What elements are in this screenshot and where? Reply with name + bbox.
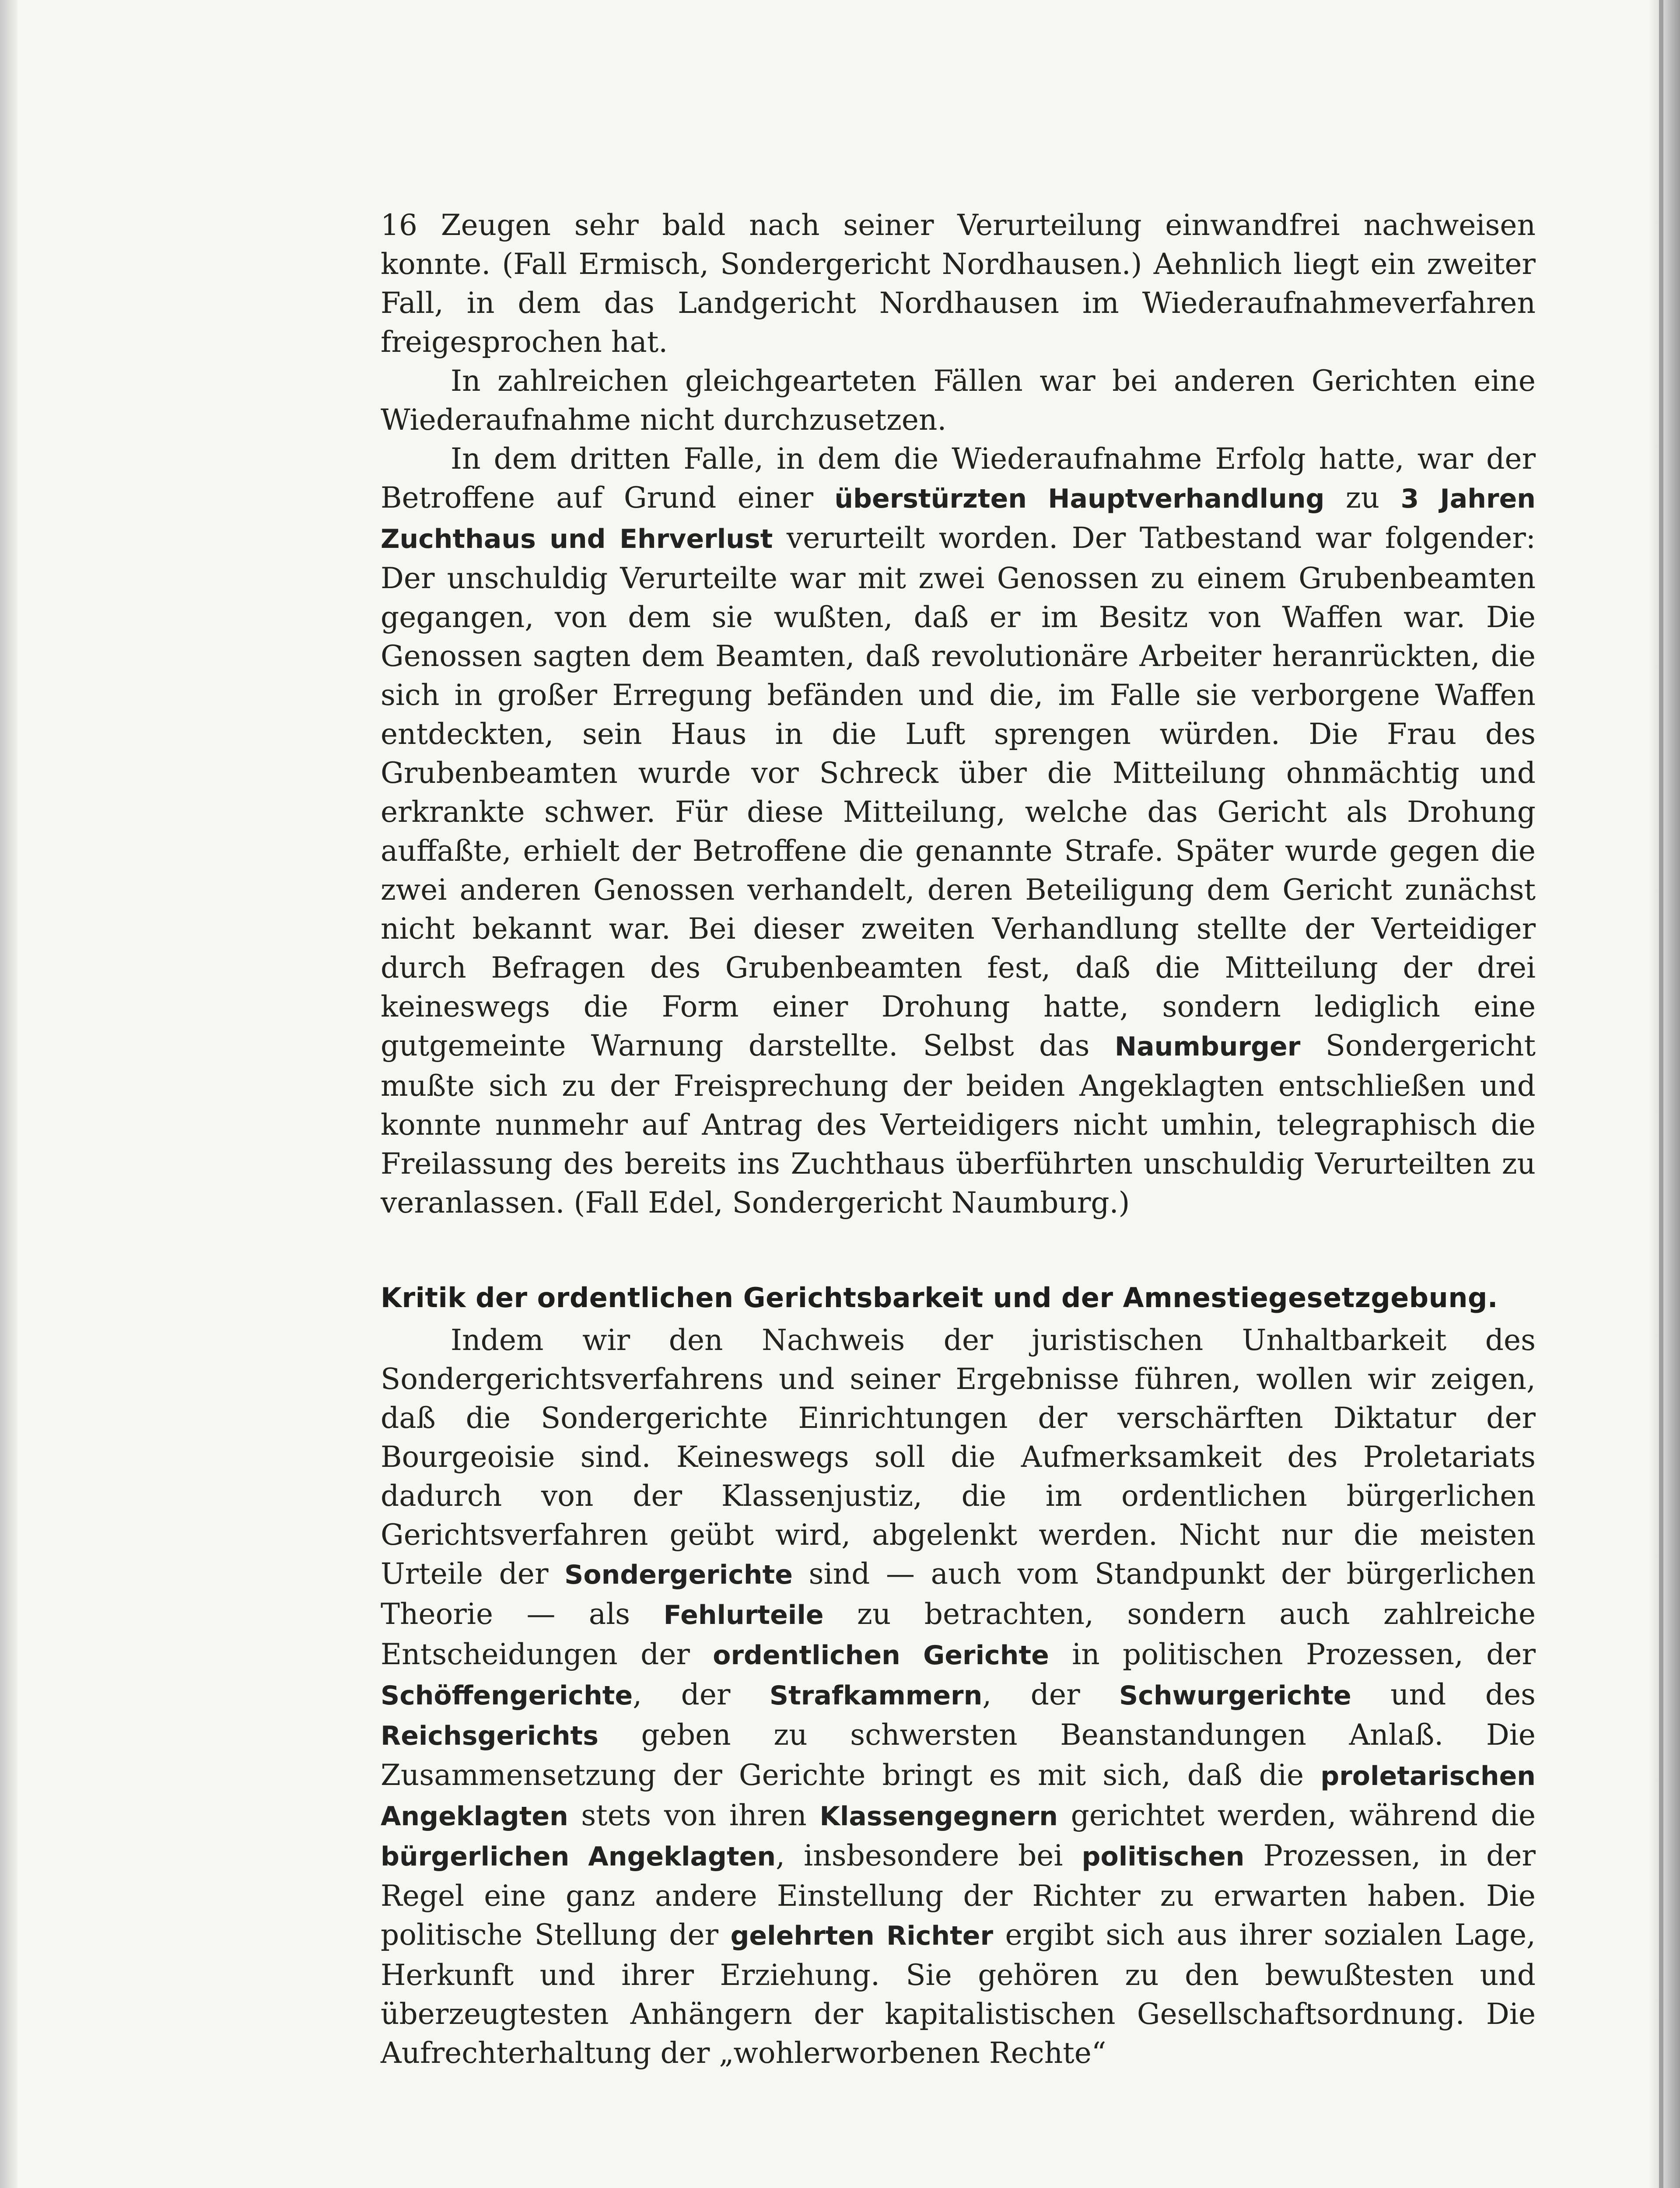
text-run: sind — auch vom Standpunkt der bürgerlichen Theorie — als	[381, 1557, 1536, 1631]
emphasized-text: Klassengegnern	[819, 1801, 1058, 1832]
text-run: Indem wir den Nachweis der juristischen Unhaltbarkeit des Sondergerichtsverfahrens und seiner Ergebnisse führen, wollen wir zeigen, daß die Sondergerichte Einrichtungen der verschärften Diktatur der Bourgeoisie sind. Keineswegs soll die Aufmerksamkeit des Proletariats dadurch von der Klassenjustiz, die im ordentlichen bürgerlichen Gerichtsverfahren geübt wird, abgelenkt werden. Nicht nur die meisten Urteile der	[381, 1323, 1536, 1591]
text-run: geben zu schwersten Beanstandungen Anlaß. Die Zusammensetzung der Gerichte bringt es mit sich, daß die	[381, 1718, 1536, 1792]
emphasized-text: proletarischen Angeklagten	[381, 1761, 1536, 1832]
text-run: zu	[1324, 481, 1401, 515]
text-run: , insbesondere bei	[776, 1839, 1082, 1872]
text-run: , der	[633, 1678, 770, 1711]
text-run: In zahlreichen gleichgearteten Fällen war bei anderen Gerichten eine Wiederaufnahme nicht durchzusetzen.	[381, 364, 1536, 437]
emphasized-text: Schwurgerichte	[1119, 1680, 1351, 1711]
text-run: gerichtet werden, während die	[1058, 1799, 1536, 1832]
text-run: zu betrachten, sondern auch zahlreiche Entscheidungen der	[381, 1597, 1536, 1671]
emphasized-text: politischen	[1082, 1841, 1245, 1872]
body-text	[381, 206, 1536, 2072]
text-run: In dem dritten Falle, in dem die Wiederaufnahme Erfolg hatte, war der Betroffene auf Grund einer	[381, 442, 1536, 515]
paragraph	[381, 1321, 1536, 2072]
text-run: Prozessen, in der Regel eine ganz andere Einstellung der Richter zu erwarten haben. Die politische Stellung der	[381, 1839, 1536, 1952]
page-left-edge	[0, 0, 18, 2188]
text-run: verurteilt worden. Der Tatbestand war folgender: Der unschuldig Verurteilte war mit zwei Genossen zu einem Grubenbeamten gegangen, von dem sie wußten, daß er im Besitz von Waffen war. Die Genossen sagten dem Beamten, daß revolutionäre Arbeiter heranrückten, die sich in großer Erregung befänden und die, im Falle sie verborgene Waffen entdeckten, sein Haus in die Luft sprengen würden. Die Frau des Grubenbeamten wurde vor Schreck über die Mitteilung ohnmächtig und erkrankte schwer. Für diese Mitteilung, welche das Gericht als Drohung auffaßte, erhielt der Betroffene die genannte Strafe. Später wurde gegen die zwei anderen Genossen verhandelt, deren Beteiligung dem Gericht zunächst nicht bekannt war. Bei dieser zweiten Verhandlung stellte der Verteidiger durch Befragen des Grubenbeamten fest, daß die Mitteilung der drei keineswegs die Form einer Drohung hatte, sondern lediglich eine gutgemeinte Warnung darstellte. Selbst das	[381, 521, 1536, 1062]
page-right-edge	[1649, 0, 1680, 2188]
text-run: 16 Zeugen sehr bald nach seiner Verurteilung einwandfrei nachweisen konnte. (Fall Ermisch, Sondergericht Nordhausen.) Aehnlich liegt ein zweiter Fall, in dem das Landgericht Nordhausen im Wiederaufnahmeverfahren freigesprochen hat.	[381, 208, 1536, 359]
paragraphs-before-heading	[381, 206, 1536, 1222]
text-run: ergibt sich aus ihrer sozialen Lage, Herkunft und ihrer Erziehung. Sie gehören zu den bewußtesten und überzeugtesten Anhängern der kapitalistischen Gesellschaftsordnung. Die Aufrechterhaltung der „wohlerworbenen Rechte“	[381, 1918, 1536, 2070]
text-run: , der	[982, 1678, 1120, 1711]
page-gutter-shadow	[1659, 0, 1663, 2188]
paragraph	[381, 439, 1536, 1222]
text-run: stets von ihren	[568, 1799, 820, 1832]
emphasized-text: Strafkammern	[769, 1680, 983, 1711]
text-run: in politischen Prozessen, der	[1049, 1637, 1536, 1671]
emphasized-text: Sondergerichte	[564, 1560, 793, 1590]
emphasized-text: Fehlurteile	[663, 1600, 824, 1630]
emphasized-text: Reichsgerichts	[381, 1721, 598, 1751]
paragraphs-after-heading	[381, 1321, 1536, 2072]
text-run: und des	[1351, 1678, 1536, 1711]
emphasized-text: bürgerlichen Angeklagten	[381, 1841, 776, 1872]
emphasized-text: ordentlichen Gerichte	[713, 1640, 1049, 1671]
emphasized-text: überstürzten Hauptverhandlung	[834, 484, 1325, 514]
emphasized-text: 3 Jahren Zuchthaus und Ehrverlust	[381, 484, 1536, 554]
section-heading: Kritik der ordentlichen Gerichtsbarkeit und der Amnestiegesetzgebung.	[381, 1282, 1498, 1314]
paragraph	[381, 206, 1536, 361]
emphasized-text: Schöffengerichte	[381, 1680, 633, 1711]
emphasized-text: Naumburger	[1114, 1031, 1301, 1062]
paragraph	[381, 361, 1536, 439]
emphasized-text: gelehrten Richter	[730, 1921, 994, 1951]
text-run: Sondergericht mußte sich zu der Freisprechung der beiden Angeklagten entschließen und konnte nunmehr auf Antrag des Verteidigers nicht umhin, telegraphisch die Freilassung des bereits ins Zuchthaus überführten unschuldig Verurteilten zu veranlassen. (Fall Edel, Sondergericht Naumburg.)	[381, 1029, 1536, 1220]
